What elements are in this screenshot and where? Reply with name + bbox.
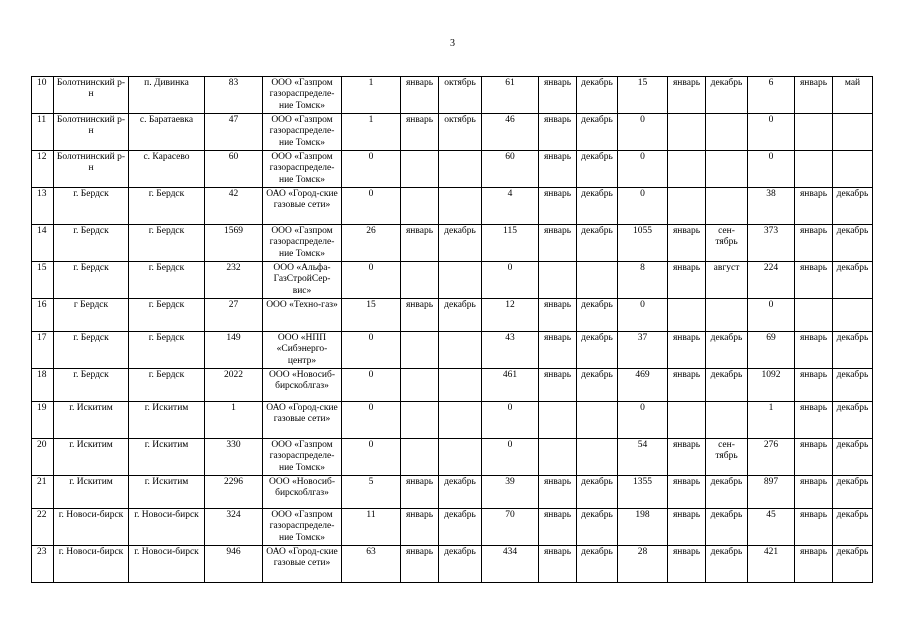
value-c-cell: 198: [618, 509, 668, 546]
row-number-cell: 21: [32, 476, 54, 509]
locality-cell: г. Бердск: [129, 369, 205, 402]
district-cell: г. Бердск: [54, 225, 129, 262]
period-d-end-cell: декабрь: [833, 546, 873, 583]
period-c-end-cell: [706, 151, 748, 188]
period-d-start-cell: январь: [795, 188, 833, 225]
table-row: [32, 476, 873, 509]
table-row: [32, 509, 873, 546]
district-cell: г. Бердск: [54, 332, 129, 369]
count-cell: 1569: [205, 225, 263, 262]
value-d-cell: 897: [748, 476, 795, 509]
locality-cell: г. Искитим: [129, 439, 205, 476]
period-b-start-cell: январь: [539, 509, 577, 546]
value-c-cell: 469: [618, 369, 668, 402]
period-b-start-cell: январь: [539, 77, 577, 114]
period-b-end-cell: декабрь: [577, 225, 618, 262]
period-d-start-cell: январь: [795, 77, 833, 114]
period-a-start-cell: [401, 188, 439, 225]
organization-cell: ООО «Газпром газораспределе-ние Томск»: [263, 77, 342, 114]
locality-cell: п. Дивинка: [129, 77, 205, 114]
row-number-cell: 13: [32, 188, 54, 225]
period-d-end-cell: декабрь: [833, 402, 873, 439]
period-a-end-cell: октябрь: [439, 114, 482, 151]
locality-cell: г. Новоси-бирск: [129, 509, 205, 546]
table-row: [32, 151, 873, 188]
value-a-cell: 5: [342, 476, 401, 509]
count-cell: 1: [205, 402, 263, 439]
value-c-cell: 1355: [618, 476, 668, 509]
period-d-start-cell: январь: [795, 509, 833, 546]
count-cell: 27: [205, 299, 263, 332]
count-cell: 2296: [205, 476, 263, 509]
period-d-start-cell: [795, 299, 833, 332]
period-b-start-cell: январь: [539, 151, 577, 188]
period-a-start-cell: январь: [401, 114, 439, 151]
value-c-cell: 1055: [618, 225, 668, 262]
period-c-start-cell: январь: [668, 77, 706, 114]
period-c-end-cell: декабрь: [706, 77, 748, 114]
period-b-start-cell: [539, 402, 577, 439]
data-table: [31, 76, 873, 583]
row-number-cell: 20: [32, 439, 54, 476]
table-row: [32, 188, 873, 225]
organization-cell: ООО «Газпром газораспределе-ние Томск»: [263, 509, 342, 546]
row-number-cell: 12: [32, 151, 54, 188]
value-a-cell: 0: [342, 151, 401, 188]
period-b-end-cell: декабрь: [577, 151, 618, 188]
value-d-cell: 38: [748, 188, 795, 225]
period-d-end-cell: декабрь: [833, 476, 873, 509]
period-b-start-cell: [539, 439, 577, 476]
count-cell: 324: [205, 509, 263, 546]
value-d-cell: 224: [748, 262, 795, 299]
period-a-end-cell: [439, 151, 482, 188]
value-b-cell: 0: [482, 262, 539, 299]
value-d-cell: 373: [748, 225, 795, 262]
district-cell: Болотнинский р-н: [54, 77, 129, 114]
organization-cell: ООО «Техно-газ»: [263, 299, 342, 332]
period-d-start-cell: январь: [795, 439, 833, 476]
value-a-cell: 0: [342, 188, 401, 225]
value-d-cell: 276: [748, 439, 795, 476]
period-b-start-cell: [539, 262, 577, 299]
value-a-cell: 0: [342, 332, 401, 369]
row-number-cell: 17: [32, 332, 54, 369]
period-a-end-cell: декабрь: [439, 546, 482, 583]
value-d-cell: 45: [748, 509, 795, 546]
table-row: [32, 262, 873, 299]
value-a-cell: 1: [342, 77, 401, 114]
value-a-cell: 11: [342, 509, 401, 546]
value-c-cell: 0: [618, 151, 668, 188]
period-d-start-cell: [795, 151, 833, 188]
district-cell: г. Искитим: [54, 476, 129, 509]
organization-cell: ООО «Газпром газораспределе-ние Томск»: [263, 151, 342, 188]
period-d-end-cell: декабрь: [833, 225, 873, 262]
period-d-start-cell: январь: [795, 332, 833, 369]
period-c-start-cell: январь: [668, 546, 706, 583]
value-b-cell: 115: [482, 225, 539, 262]
period-b-end-cell: декабрь: [577, 509, 618, 546]
value-a-cell: 63: [342, 546, 401, 583]
value-d-cell: 1092: [748, 369, 795, 402]
period-d-end-cell: декабрь: [833, 188, 873, 225]
period-c-start-cell: январь: [668, 332, 706, 369]
period-c-start-cell: январь: [668, 509, 706, 546]
period-c-start-cell: [668, 151, 706, 188]
period-d-start-cell: январь: [795, 546, 833, 583]
period-c-start-cell: [668, 188, 706, 225]
value-a-cell: 0: [342, 369, 401, 402]
district-cell: г. Бердск: [54, 369, 129, 402]
table-row: [32, 546, 873, 583]
period-b-end-cell: декабрь: [577, 299, 618, 332]
district-cell: г. Новоси-бирск: [54, 509, 129, 546]
period-a-end-cell: декабрь: [439, 509, 482, 546]
district-cell: г. Искитим: [54, 402, 129, 439]
table-row: [32, 225, 873, 262]
period-a-start-cell: январь: [401, 476, 439, 509]
period-d-end-cell: май: [833, 77, 873, 114]
value-b-cell: 39: [482, 476, 539, 509]
count-cell: 232: [205, 262, 263, 299]
period-b-end-cell: [577, 439, 618, 476]
period-b-end-cell: декабрь: [577, 546, 618, 583]
period-a-start-cell: [401, 402, 439, 439]
value-b-cell: 434: [482, 546, 539, 583]
period-a-end-cell: [439, 262, 482, 299]
count-cell: 42: [205, 188, 263, 225]
value-b-cell: 4: [482, 188, 539, 225]
period-d-start-cell: январь: [795, 262, 833, 299]
period-c-start-cell: январь: [668, 262, 706, 299]
period-d-end-cell: [833, 151, 873, 188]
table-row: [32, 402, 873, 439]
period-d-start-cell: [795, 114, 833, 151]
period-c-start-cell: [668, 299, 706, 332]
value-c-cell: 0: [618, 402, 668, 439]
period-a-end-cell: декабрь: [439, 299, 482, 332]
value-a-cell: 0: [342, 402, 401, 439]
district-cell: г. Бердск: [54, 188, 129, 225]
row-number-cell: 23: [32, 546, 54, 583]
period-a-end-cell: [439, 332, 482, 369]
locality-cell: г. Бердск: [129, 188, 205, 225]
period-c-end-cell: сен-тябрь: [706, 439, 748, 476]
organization-cell: ООО «Газпром газораспределе-ние Томск»: [263, 114, 342, 151]
district-cell: Болотнинский р-н: [54, 151, 129, 188]
period-b-start-cell: январь: [539, 299, 577, 332]
count-cell: 330: [205, 439, 263, 476]
locality-cell: с. Баратаевка: [129, 114, 205, 151]
value-c-cell: 8: [618, 262, 668, 299]
district-cell: г. Новоси-бирск: [54, 546, 129, 583]
count-cell: 946: [205, 546, 263, 583]
table-row: [32, 77, 873, 114]
period-a-end-cell: декабрь: [439, 225, 482, 262]
organization-cell: ООО «Газпром газораспределе-ние Томск»: [263, 439, 342, 476]
value-d-cell: 69: [748, 332, 795, 369]
period-c-start-cell: январь: [668, 225, 706, 262]
count-cell: 47: [205, 114, 263, 151]
period-c-start-cell: [668, 114, 706, 151]
period-a-start-cell: январь: [401, 546, 439, 583]
count-cell: 2022: [205, 369, 263, 402]
locality-cell: г. Искитим: [129, 476, 205, 509]
value-b-cell: 61: [482, 77, 539, 114]
row-number-cell: 14: [32, 225, 54, 262]
period-a-end-cell: [439, 369, 482, 402]
period-b-end-cell: декабрь: [577, 188, 618, 225]
period-c-end-cell: [706, 188, 748, 225]
period-d-end-cell: декабрь: [833, 369, 873, 402]
value-b-cell: 12: [482, 299, 539, 332]
period-d-start-cell: январь: [795, 369, 833, 402]
period-a-start-cell: [401, 369, 439, 402]
period-d-end-cell: декабрь: [833, 509, 873, 546]
district-cell: г. Искитим: [54, 439, 129, 476]
period-c-start-cell: январь: [668, 369, 706, 402]
period-c-end-cell: декабрь: [706, 546, 748, 583]
period-b-start-cell: январь: [539, 188, 577, 225]
period-c-end-cell: декабрь: [706, 369, 748, 402]
period-b-end-cell: декабрь: [577, 77, 618, 114]
locality-cell: г. Новоси-бирск: [129, 546, 205, 583]
table-row: [32, 114, 873, 151]
period-b-start-cell: январь: [539, 225, 577, 262]
period-d-end-cell: декабрь: [833, 439, 873, 476]
value-b-cell: 461: [482, 369, 539, 402]
table-row: [32, 299, 873, 332]
period-d-start-cell: январь: [795, 402, 833, 439]
period-b-start-cell: январь: [539, 546, 577, 583]
period-b-end-cell: декабрь: [577, 332, 618, 369]
locality-cell: г. Бердск: [129, 299, 205, 332]
organization-cell: ООО «Новосиб-бирскоблгаз»: [263, 476, 342, 509]
count-cell: 149: [205, 332, 263, 369]
period-b-end-cell: [577, 402, 618, 439]
value-b-cell: 60: [482, 151, 539, 188]
period-a-start-cell: январь: [401, 77, 439, 114]
period-c-start-cell: январь: [668, 439, 706, 476]
value-b-cell: 46: [482, 114, 539, 151]
period-c-end-cell: декабрь: [706, 332, 748, 369]
period-c-end-cell: август: [706, 262, 748, 299]
period-a-start-cell: [401, 151, 439, 188]
value-a-cell: 0: [342, 439, 401, 476]
period-d-end-cell: декабрь: [833, 262, 873, 299]
period-a-start-cell: январь: [401, 225, 439, 262]
table-row: [32, 332, 873, 369]
period-c-start-cell: январь: [668, 476, 706, 509]
period-c-end-cell: декабрь: [706, 476, 748, 509]
period-a-start-cell: [401, 262, 439, 299]
value-b-cell: 43: [482, 332, 539, 369]
period-c-end-cell: [706, 114, 748, 151]
district-cell: г. Бердск: [54, 262, 129, 299]
table-body: [32, 77, 873, 583]
value-c-cell: 37: [618, 332, 668, 369]
period-b-end-cell: [577, 262, 618, 299]
value-a-cell: 26: [342, 225, 401, 262]
row-number-cell: 22: [32, 509, 54, 546]
value-c-cell: 0: [618, 188, 668, 225]
organization-cell: ООО «Газпром газораспределе-ние Томск»: [263, 225, 342, 262]
row-number-cell: 11: [32, 114, 54, 151]
period-d-start-cell: январь: [795, 476, 833, 509]
locality-cell: с. Карасево: [129, 151, 205, 188]
organization-cell: ООО «НПП «Сибэнерго-центр»: [263, 332, 342, 369]
value-c-cell: 15: [618, 77, 668, 114]
organization-cell: ООО «Альфа-ГазСтройСер-вис»: [263, 262, 342, 299]
row-number-cell: 15: [32, 262, 54, 299]
row-number-cell: 16: [32, 299, 54, 332]
district-cell: Болотнинский р-н: [54, 114, 129, 151]
organization-cell: ОАО «Город-ские газовые сети»: [263, 402, 342, 439]
period-b-start-cell: январь: [539, 369, 577, 402]
organization-cell: ОАО «Город-ские газовые сети»: [263, 546, 342, 583]
period-d-end-cell: декабрь: [833, 332, 873, 369]
period-c-end-cell: [706, 402, 748, 439]
value-a-cell: 15: [342, 299, 401, 332]
period-a-end-cell: [439, 439, 482, 476]
district-cell: г Бердск: [54, 299, 129, 332]
period-a-end-cell: декабрь: [439, 476, 482, 509]
period-b-end-cell: декабрь: [577, 369, 618, 402]
locality-cell: г. Искитим: [129, 402, 205, 439]
period-d-end-cell: [833, 114, 873, 151]
period-a-end-cell: [439, 188, 482, 225]
period-d-end-cell: [833, 299, 873, 332]
period-b-start-cell: январь: [539, 476, 577, 509]
locality-cell: г. Бердск: [129, 225, 205, 262]
locality-cell: г. Бердск: [129, 332, 205, 369]
period-c-end-cell: сен-тябрь: [706, 225, 748, 262]
value-c-cell: 54: [618, 439, 668, 476]
row-number-cell: 10: [32, 77, 54, 114]
period-a-start-cell: январь: [401, 299, 439, 332]
value-d-cell: 421: [748, 546, 795, 583]
period-b-start-cell: январь: [539, 332, 577, 369]
organization-cell: ООО «Новосиб-бирскоблгаз»: [263, 369, 342, 402]
value-d-cell: 0: [748, 151, 795, 188]
value-a-cell: 1: [342, 114, 401, 151]
period-a-start-cell: [401, 332, 439, 369]
period-a-end-cell: октябрь: [439, 77, 482, 114]
period-c-end-cell: [706, 299, 748, 332]
locality-cell: г. Бердск: [129, 262, 205, 299]
value-d-cell: 0: [748, 299, 795, 332]
period-b-end-cell: декабрь: [577, 476, 618, 509]
value-b-cell: 70: [482, 509, 539, 546]
value-d-cell: 6: [748, 77, 795, 114]
period-b-end-cell: декабрь: [577, 114, 618, 151]
period-b-start-cell: январь: [539, 114, 577, 151]
value-a-cell: 0: [342, 262, 401, 299]
period-d-start-cell: январь: [795, 225, 833, 262]
period-a-start-cell: [401, 439, 439, 476]
value-d-cell: 0: [748, 114, 795, 151]
value-b-cell: 0: [482, 402, 539, 439]
page-number: 3: [450, 38, 455, 49]
value-c-cell: 0: [618, 299, 668, 332]
period-a-start-cell: январь: [401, 509, 439, 546]
count-cell: 60: [205, 151, 263, 188]
count-cell: 83: [205, 77, 263, 114]
row-number-cell: 19: [32, 402, 54, 439]
value-d-cell: 1: [748, 402, 795, 439]
period-a-end-cell: [439, 402, 482, 439]
table-row: [32, 439, 873, 476]
value-b-cell: 0: [482, 439, 539, 476]
value-c-cell: 0: [618, 114, 668, 151]
period-c-end-cell: декабрь: [706, 509, 748, 546]
table-row: [32, 369, 873, 402]
row-number-cell: 18: [32, 369, 54, 402]
organization-cell: ОАО «Город-ские газовые сети»: [263, 188, 342, 225]
value-c-cell: 28: [618, 546, 668, 583]
period-c-start-cell: [668, 402, 706, 439]
